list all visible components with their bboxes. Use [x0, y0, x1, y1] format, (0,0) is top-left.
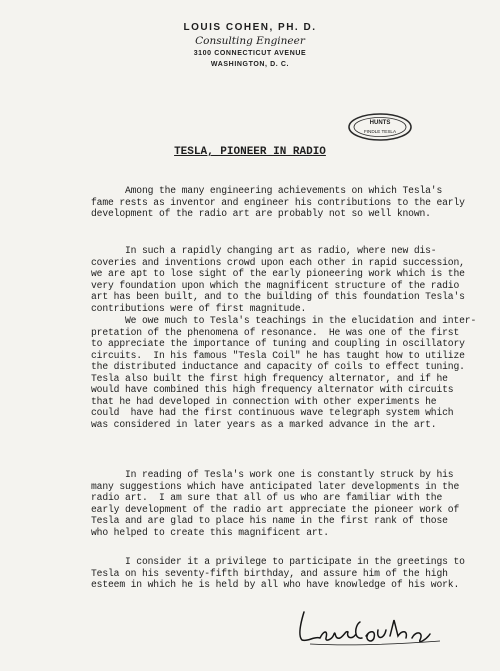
letter-heading-text: TESLA, PIONEER IN RADIO [174, 146, 326, 158]
stamp-top-text: HUNTS [369, 120, 391, 126]
letterhead-address-street: 3100 CONNECTICUT AVENUE [193, 50, 307, 57]
paragraph-3: We owe much to Tesla's teachings in the elucidation and inter- pretation of the phenomena of resonance. He was one of the first to appreciate the importance of tuning and coupling in oscillatory circuits. In his famous "Tesla Coil" he has taught how to utilize the distributed inductance and capacity of coils to effect tuning. Tesla also built the first high frequency alternator, and if he would have combined this high frequency alternator with circuits that he had developed in connection with other experiments he could have had the first continuous wave telegraph system which was considered in later years as a marked advance in the art. [91, 315, 477, 430]
letterhead-title: Consulting Engineer [195, 35, 305, 47]
letterhead-name: LOUIS COHEN, PH. D. [183, 22, 317, 33]
letterhead-address-city: WASHINGTON, D. C. [210, 61, 290, 68]
letter-heading [0, 146, 500, 158]
paragraph-4: In reading of Tesla's work one is constantly struck by his many suggestions which have anticipated later developments in the radio art. I am sure that all of us who are familiar with the early development of the radio art appreciate the pioneer work of Tesla and are glad to place his name in the first rank of those who helped to create this magnificent art. [91, 469, 460, 538]
paragraph-5: I consider it a privilege to participate in the greetings to Tesla on his seventy-fifth birthday, and assure him of the high esteem in which he is held by all who have knowledge of his work. [91, 556, 465, 590]
letterhead [150, 22, 350, 69]
handwritten-signature [290, 600, 470, 650]
stamp-bottom-text: FINDLE TESLA [363, 129, 397, 134]
paragraph-2: In such a rapidly changing art as radio, where new dis- coveries and inventions crowd upon each other in rapid succession, we are apt to lose sight of the early pioneering work which is the very foundation upon which the magnificent structure of the radio art has been built, and to the building of this foundation Tesla's contributions were of first magnitude. [91, 245, 465, 314]
paragraph-1: Among the many engineering achievements on which Tesla's fame rests as inventor and engineer his contributions to the early development of the radio art are probably not so well known. [91, 185, 465, 219]
archive-stamp [347, 112, 413, 142]
